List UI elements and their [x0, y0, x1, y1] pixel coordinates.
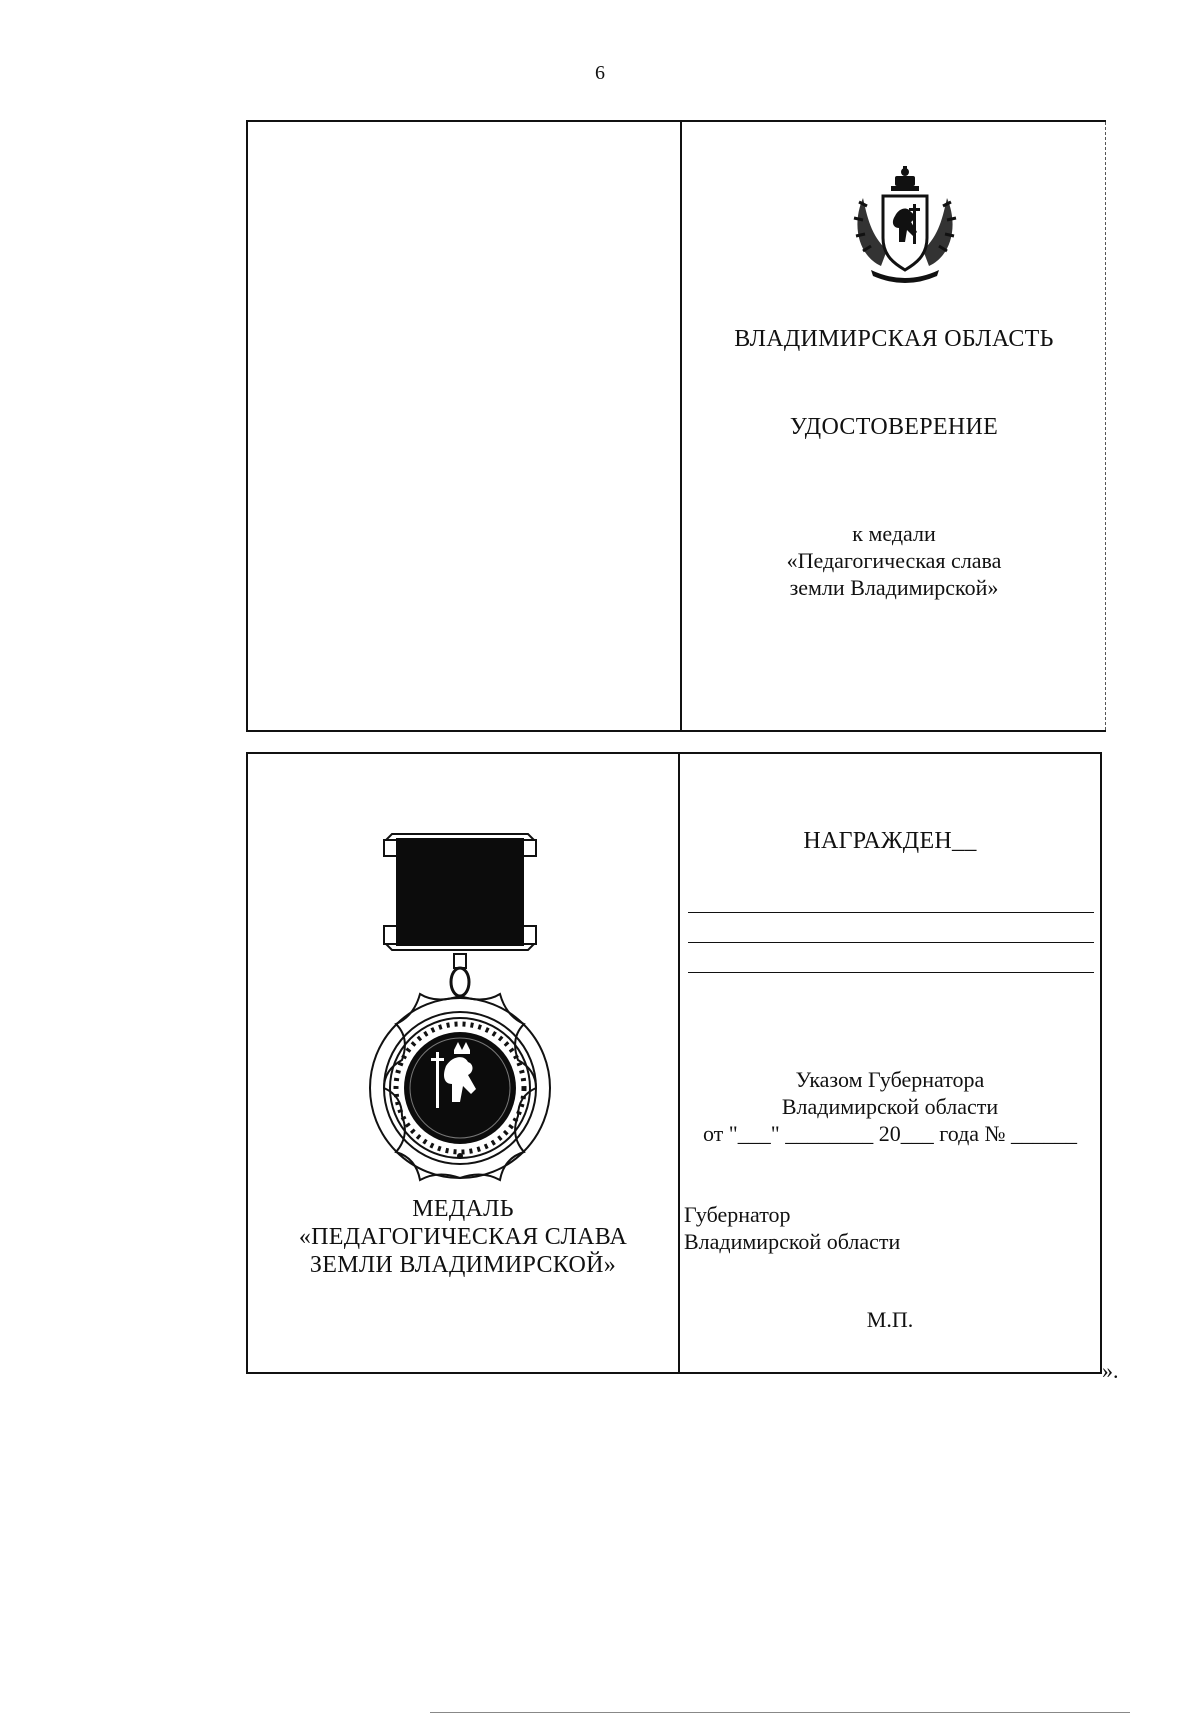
- governor-title-line-1: Губернатор: [684, 1202, 791, 1227]
- region-title: ВЛАДИМИРСКАЯ ОБЛАСТЬ: [734, 326, 1054, 352]
- bottom-rule: [430, 1712, 1130, 1713]
- certificate-inside-spread: [246, 752, 1102, 1374]
- awarded-label: НАГРАЖДЕН__: [803, 828, 977, 854]
- closing-quote: ».: [1102, 1358, 1119, 1383]
- decree-line-2: Владимирской области: [781, 1094, 999, 1119]
- decree-line-1: Указом Губернатора: [795, 1067, 985, 1092]
- recipient-name-line: [688, 912, 1094, 913]
- page-number: 6: [595, 62, 605, 84]
- medal-caption-line-1: МЕДАЛЬ: [412, 1196, 514, 1222]
- medal-caption-line-3: ЗЕМЛИ ВЛАДИМИРСКОЙ»: [309, 1252, 617, 1278]
- coat-of-arms-icon: [841, 166, 969, 286]
- recipient-name-line: [688, 972, 1094, 973]
- document-type: УДОСТОВЕРЕНИЕ: [789, 414, 999, 440]
- certificate-cover-spread: [246, 120, 1106, 732]
- decree-date-number: от "___" ________ 20___ года № ______: [702, 1121, 1078, 1146]
- seal-placeholder: М.П.: [866, 1307, 914, 1332]
- medal-name-line-3: земли Владимирской»: [789, 575, 999, 600]
- medal-name-line-2: «Педагогическая слава: [786, 548, 1002, 573]
- recipient-name-line: [688, 942, 1094, 943]
- medal-caption-line-2: «ПЕДАГОГИЧЕСКАЯ СЛАВА: [298, 1224, 628, 1250]
- medal-icon: [356, 826, 564, 1182]
- medal-name-line-1: к медали: [852, 521, 936, 546]
- governor-title-line-2: Владимирской области: [684, 1229, 901, 1254]
